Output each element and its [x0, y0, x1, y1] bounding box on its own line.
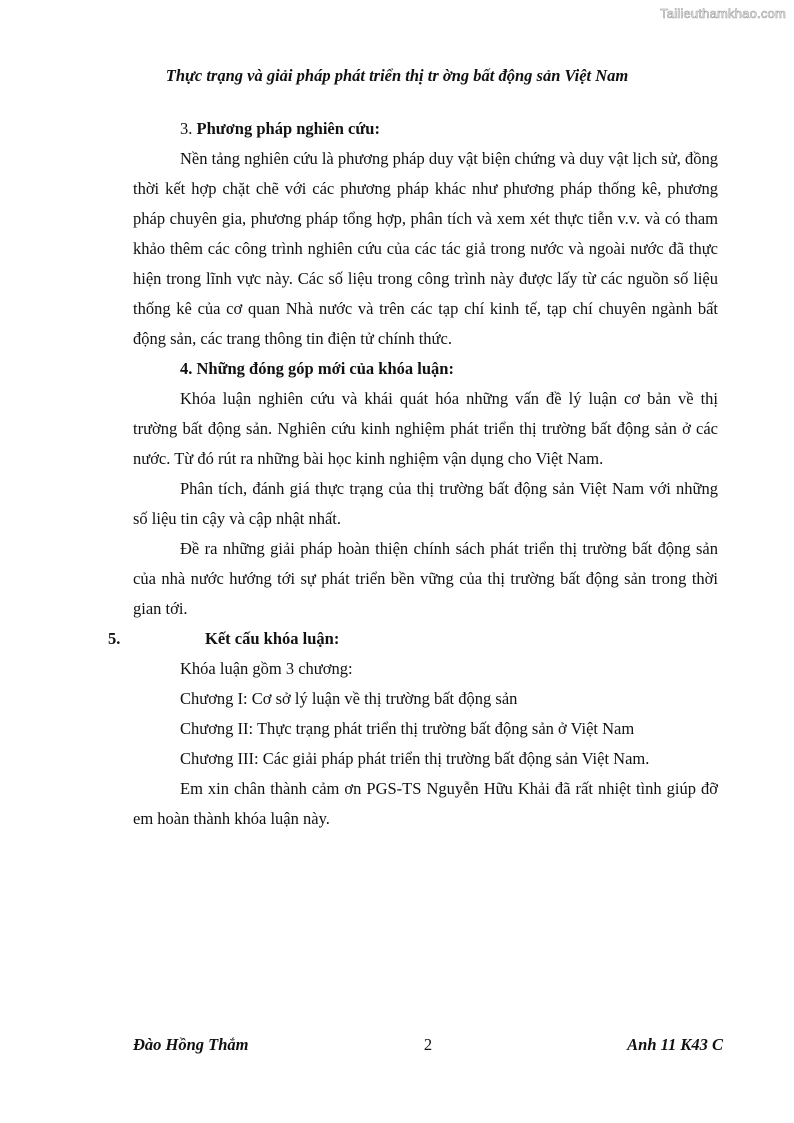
chapter-3-line: Chương III: Các giải pháp phát triển thị trường bất động sản Việt Nam.: [180, 749, 650, 768]
section-5-intro: Khóa luận gồm 3 chương:: [180, 659, 353, 678]
acknowledgement-paragraph: Em xin chân thành cảm ơn PGS-TS Nguyễn Hữu Khải đã rất nhiệt tình giúp đỡ em hoàn thành khóa luận này.: [133, 779, 718, 828]
chapter-2-line: Chương II: Thực trạng phát triển thị trường bất động sản ở Việt Nam: [180, 719, 635, 738]
section-4-paragraph-1: Khóa luận nghiên cứu và khái quát hóa những vấn đề lý luận cơ bản về thị trường bất động sản. Nghiên cứu kinh nghiệm phát triển thị trường bất động sản ở các nước. Từ đó rút ra những bài học kinh nghiệm vận dụng cho Việt Nam.: [133, 389, 718, 468]
footer-author: Đào Hồng Thắm: [133, 1035, 249, 1054]
section-3-paragraph: Nền tảng nghiên cứu là phương pháp duy vật biện chứng và duy vật lịch sử, đồng thời kết hợp chặt chẽ với các phương pháp khác như phương pháp thống kê, phương pháp chuyên gia, phương pháp tổng hợp, phân tích và xem xét thực tiễn v.v. và có tham khảo thêm các công trình nghiên cứu của các tác giả trong nước và ngoài nước đã thực hiện trong lĩnh vực này. Các số liệu trong công trình này được lấy từ các nguồn số liệu thống kê của cơ quan Nhà nước và trên các tạp chí kinh tế, tạp chí chuyên ngành bất động sản, các trang thông tin điện tử chính thức.: [133, 149, 719, 348]
footer-page-number: 2: [423, 1035, 433, 1054]
section-3-number: 3.: [180, 119, 193, 138]
section-4-heading: [133, 354, 718, 384]
section-4-paragraph-3: Đề ra những giải pháp hoàn thiện chính sách phát triển thị trường bất động sản của nhà nước hướng tới sự phát triển bền vững của thị trường bất động sản trong thời gian tới.: [133, 539, 718, 618]
page-footer: [133, 1035, 723, 1059]
section-3-title: Phương pháp nghiên cứu:: [196, 119, 380, 138]
section-5-heading: [108, 624, 718, 654]
footer-class-code: Anh 11 K43 C: [627, 1035, 723, 1054]
section-3-heading: [133, 114, 718, 144]
document-body: [108, 114, 719, 834]
watermark-text: Tailieuthamkhao.com: [660, 6, 786, 21]
section-5-number: 5.: [108, 629, 121, 648]
section-5-title: Kết cấu khóa luận:: [205, 629, 340, 648]
section-4-paragraph-2: Phân tích, đánh giá thực trạng của thị trường bất động sản Việt Nam với những số liệu tin cậy và cập nhật nhất.: [133, 479, 718, 528]
section-4-title: 4. Những đóng góp mới của khóa luận:: [180, 359, 454, 378]
running-header-title: Thực trạng và giải pháp phát triển thị tr ờng bất động sản Việt Nam: [165, 66, 629, 85]
chapter-1-line: Chương I: Cơ sở lý luận về thị trường bất động sản: [180, 689, 518, 708]
